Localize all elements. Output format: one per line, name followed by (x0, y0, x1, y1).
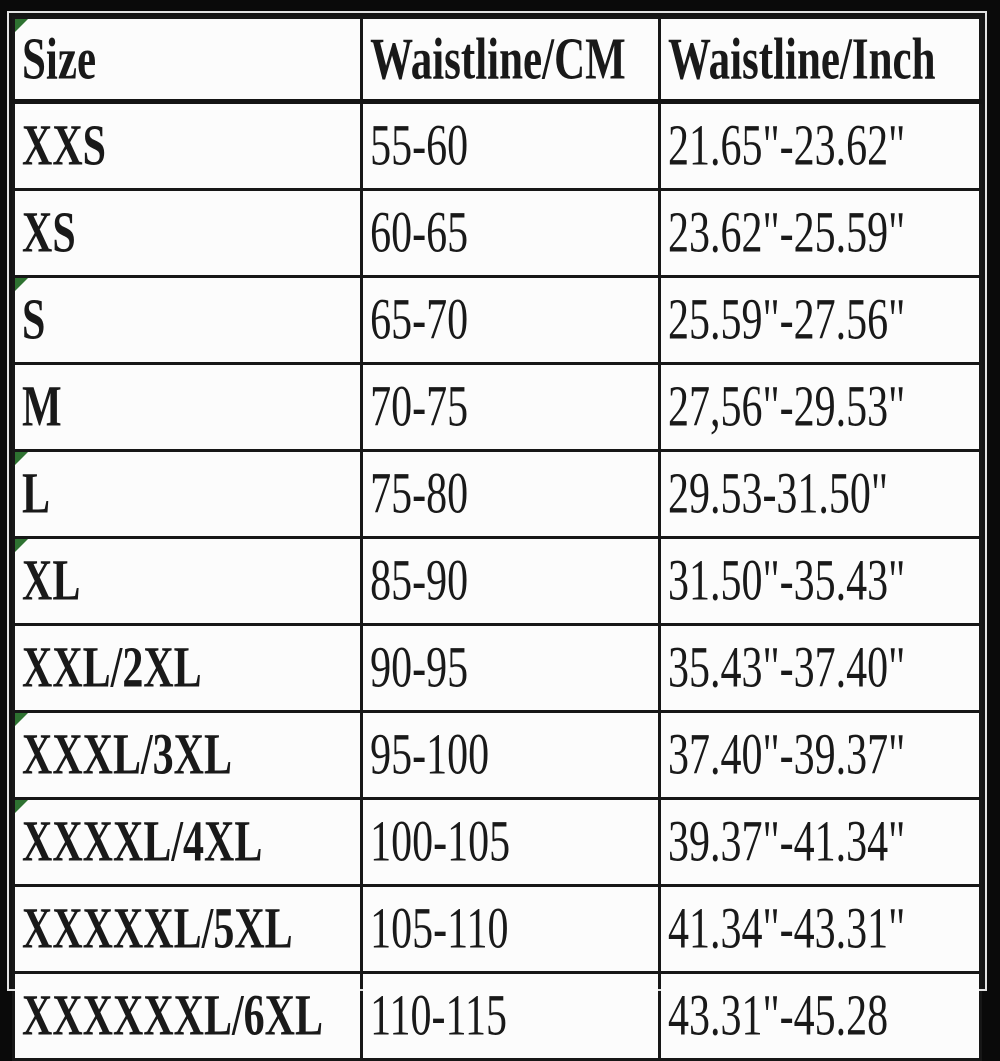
table-row (14, 277, 981, 364)
waistline-cm-value: 90-95 (370, 636, 469, 701)
size-cell (14, 973, 362, 1060)
size-cell (14, 364, 362, 451)
waistline-cm-cell (362, 886, 660, 973)
waistline-inch-value: 31.50"-35.43" (667, 549, 906, 614)
table-row (14, 712, 981, 799)
size-chart-table-frame (9, 13, 985, 1049)
waistline-cm-value: 65-70 (370, 288, 469, 353)
size-value: S (22, 288, 46, 353)
waistline-cm-cell (362, 538, 660, 625)
waistline-cm-value: 100-105 (370, 810, 511, 875)
size-cell (14, 277, 362, 364)
table-row (14, 538, 981, 625)
waistline-inch-cell (659, 886, 980, 973)
size-cell (14, 799, 362, 886)
waistline-inch-cell (659, 277, 980, 364)
size-cell (14, 886, 362, 973)
table-row (14, 973, 981, 1060)
waistline-inch-value: 21.65"-23.62" (667, 114, 906, 179)
waistline-cm-value: 105-110 (370, 897, 509, 962)
waistline-cm-cell (362, 712, 660, 799)
waistline-inch-value: 41.34"-43.31" (667, 897, 906, 962)
size-value: XXXXXXL/6XL (22, 984, 324, 1049)
waistline-cm-value: 60-65 (370, 201, 469, 266)
waistline-cm-value: 70-75 (370, 375, 469, 440)
table-body (14, 102, 981, 1060)
column-header-waistline-inch (659, 18, 980, 102)
size-value: M (22, 375, 62, 440)
waistline-inch-cell (659, 538, 980, 625)
size-cell (14, 625, 362, 712)
waistline-inch-value: 37.40"-39.37" (667, 723, 906, 788)
size-value: XL (22, 549, 81, 614)
waistline-inch-value: 35.43"-37.40" (667, 636, 906, 701)
waistline-inch-value: 23.62"-25.59" (667, 201, 906, 266)
column-header-label: Waistline/Inch (667, 27, 936, 92)
waistline-cm-cell (362, 277, 660, 364)
waistline-cm-value: 85-90 (370, 549, 469, 614)
column-header-label: Waistline/CM (370, 27, 626, 92)
waistline-cm-cell (362, 799, 660, 886)
size-cell (14, 538, 362, 625)
table-row (14, 451, 981, 538)
waistline-inch-cell (659, 625, 980, 712)
waistline-inch-value: 25.59"-27.56" (667, 288, 906, 353)
waistline-cm-cell (362, 451, 660, 538)
column-header-size (14, 18, 362, 102)
waistline-inch-value: 39.37"-41.34" (667, 810, 906, 875)
size-value: L (22, 462, 51, 527)
size-cell (14, 451, 362, 538)
size-value: XXXL/3XL (22, 723, 233, 788)
size-value: XXL/2XL (22, 636, 202, 701)
waistline-cm-value: 95-100 (370, 723, 490, 788)
waistline-cm-cell (362, 190, 660, 277)
table-row (14, 799, 981, 886)
waistline-cm-value: 75-80 (370, 462, 469, 527)
waistline-inch-cell (659, 451, 980, 538)
size-value: XXXXL/4XL (22, 810, 263, 875)
column-header-label: Size (22, 27, 97, 92)
waistline-cm-value: 110-115 (370, 984, 507, 1049)
size-chart-table (12, 16, 982, 1061)
size-value: XS (22, 201, 76, 266)
waistline-cm-cell (362, 625, 660, 712)
waistline-inch-cell (659, 190, 980, 277)
size-value: XXXXXL/5XL (22, 897, 293, 962)
table-row (14, 102, 981, 190)
column-header-waistline-cm (362, 18, 660, 102)
waistline-cm-value: 55-60 (370, 114, 469, 179)
waistline-inch-cell (659, 712, 980, 799)
waistline-inch-value: 43.31"-45.28 (667, 984, 889, 1049)
waistline-inch-value: 27,56"-29.53" (667, 375, 906, 440)
size-cell (14, 712, 362, 799)
size-cell (14, 190, 362, 277)
waistline-inch-cell (659, 799, 980, 886)
size-cell (14, 102, 362, 190)
header-row (14, 18, 981, 102)
waistline-inch-value: 29.53-31.50" (667, 462, 889, 527)
table-header (14, 18, 981, 102)
table-row (14, 190, 981, 277)
table-row (14, 886, 981, 973)
waistline-inch-cell (659, 973, 980, 1060)
table-row (14, 625, 981, 712)
table-row (14, 364, 981, 451)
waistline-cm-cell (362, 364, 660, 451)
waistline-cm-cell (362, 973, 660, 1060)
waistline-inch-cell (659, 364, 980, 451)
waistline-cm-cell (362, 102, 660, 190)
size-value: XXS (22, 114, 107, 179)
waistline-inch-cell (659, 102, 980, 190)
